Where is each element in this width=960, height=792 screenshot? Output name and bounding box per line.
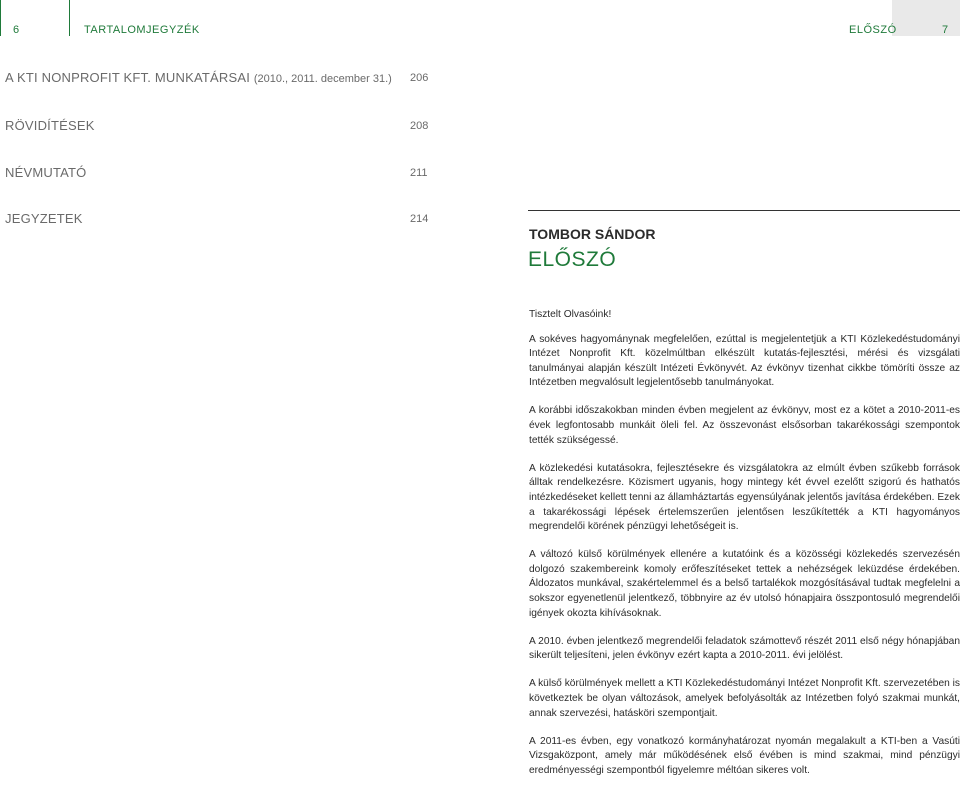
toc-entry-page: 206 [410,72,429,84]
toc-entry-title [5,70,392,85]
toc-entry-subtitle: (2010., 2011. december 31.) [253,73,392,85]
article-greeting: Tisztelt Olvasóink! [529,309,612,320]
toc-entry-title: RÖVIDÍTÉSEK [5,118,95,133]
article-paragraph: A közlekedési kutatásokra, fejlesztésekre és vizsgálatokra az elmúlt évben szűkebb források álltak rendelkezésre. Közismert ugyanis, hogy mintegy két évvel ezelőtt szigorú és hathatós intézkedéseket kellett tenni az államháztartás egyensúlyának jelentős javítása érdekében. Ezek a takarékossági lépések értelemszerűen jelentősen leszűkítették a KTI hagyományos megrendelői körének pénzügyi lehetőségeit is. [529,462,960,533]
article-paragraph: A külső körülmények mellett a KTI Közlekedéstudományi Intézet Nonprofit Kft. szervezetében is következtek be olyan változások, amelyek befolyásolták az Intézetben folyó szakmai munkát, annak szervezési, hatásköri szempontjait. [529,678,960,719]
page-number-right: 7 [942,24,949,36]
article-paragraph: A 2011-es évben, egy vonatkozó kormányhatározat nyomán megalakult a KTI-ben a Vasúti Vizsgaközpont, amely már működésének első évében is mind szakmai, mind pénzügyi eredményességi szempontból figyelemre méltóan sikeres volt. [529,735,960,776]
article-title: ELŐSZÓ [528,248,617,271]
section-rule [528,210,960,211]
article-paragraph: A korábbi időszakokban minden évben megjelent az évkönyv, most ez a kötet a 2010-2011-es évek legfontosabb munkáit öleli fel. Az összevonást elsősorban takarékossági szempontok tették szükségessé. [529,405,960,446]
article-author: TOMBOR SÁNDOR [529,226,656,242]
toc-entry-page: 214 [410,213,429,225]
page-number-box-right [892,0,960,36]
toc-entry-title: JEGYZETEK [5,211,83,226]
page-margin-line-left [0,0,1,36]
page-number-left: 6 [13,24,20,36]
article-paragraph: A változó külső körülmények ellenére a kutatóink és a közösségi közlekedés szervezésén dolgozó szakembereink komoly erőfeszítéseket tettek a nehézségek leküzdése érdekében. Áldozatos munkával, szakértelemmel és a belső tartalékok mozgósításával tudtak megfelelni a sokszor egyenetlenül jelentkező, többnyire az év utolsó hónapjaira összpontosuló megrendelői igények okozta kihívásoknak. [529,549,960,619]
running-header-left: TARTALOMJEGYZÉK [84,24,200,36]
running-header-right: ELŐSZÓ [849,24,897,36]
article-paragraph: A 2010. évben jelentkező megrendelői feladatok számottevő részét 2011 első négy hónapjában sikerült teljesíteni, jelen évkönyv ezért kapta a 2010-2011. évi jelölést. [529,635,960,662]
article-body [529,308,960,792]
header-divider-left [69,0,70,36]
toc-entry-title: NÉVMUTATÓ [5,165,87,180]
toc-entry-page: 211 [410,167,428,179]
toc-entry-title-text: A KTI NONPROFIT KFT. MUNKATÁRSAI [5,70,251,85]
article-paragraph: A sokéves hagyománynak megfelelően, ezúttal is megjelentetjük a KTI Közlekedéstudományi Intézet Nonprofit Kft. közelmúltban elkészült kutatás-fejlesztési, mérési és vizsgálati tanulmányai alapján készült Intézeti Évkönyvét. Az évkönyv tizenhat cikkbe tömöríti össze az Intézetben megvalósult legjelentősebb tanulmányokat. [529,333,960,389]
toc-entry-page: 208 [410,120,429,132]
